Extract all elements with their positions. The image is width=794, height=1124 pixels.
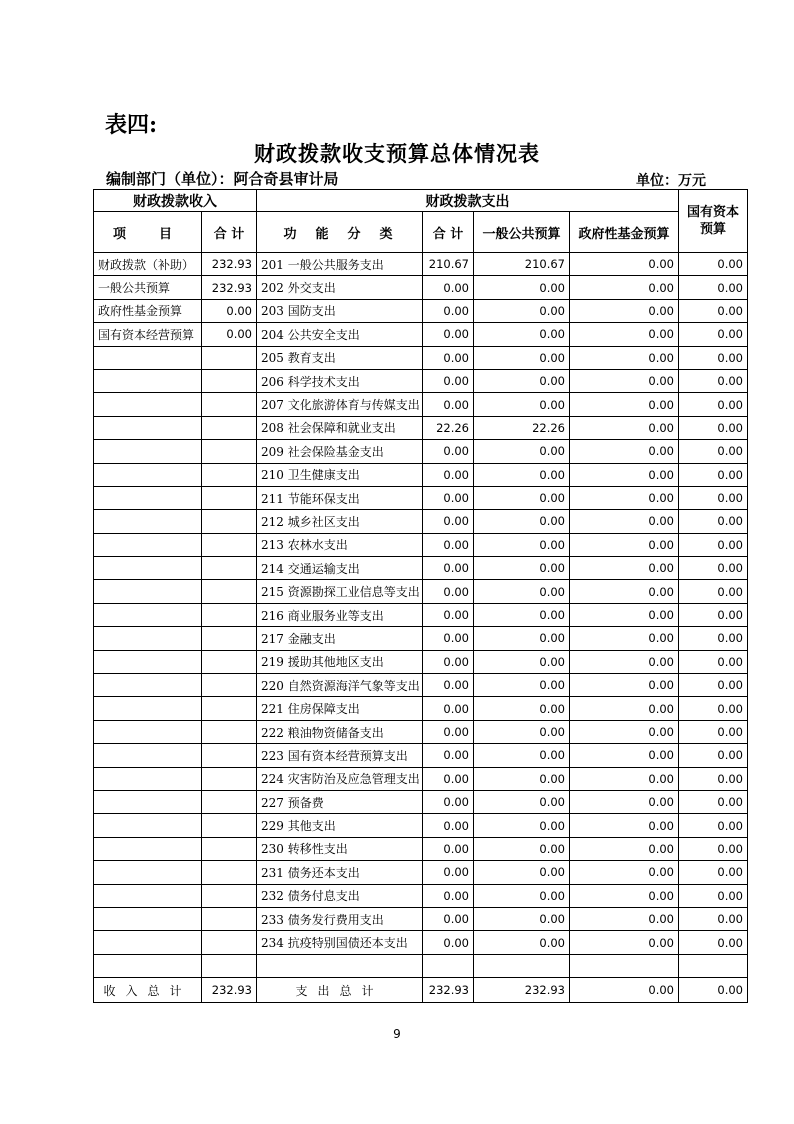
expense-item-fund: 0.00 [570, 767, 679, 790]
expense-item-label: 230 转移性支出 [257, 837, 423, 860]
expense-item-fund: 0.00 [570, 580, 679, 603]
table-row [94, 603, 748, 626]
expense-item-label: 201 一般公共服务支出 [257, 253, 423, 276]
income-item-value [202, 650, 257, 673]
expense-item-general: 0.00 [474, 720, 570, 743]
table-row [94, 416, 748, 439]
table-row [94, 790, 748, 813]
expense-item-capital: 0.00 [679, 814, 748, 837]
expense-item-label: 206 科学技术支出 [257, 369, 423, 392]
col-state-capital: 国有资本预算 [679, 190, 748, 253]
expense-item-total: 0.00 [423, 369, 474, 392]
expense-item-general: 0.00 [474, 907, 570, 930]
col-item: 项 目 [94, 212, 202, 253]
expense-item-total: 0.00 [423, 697, 474, 720]
table-row [94, 463, 748, 486]
expense-item-general: 0.00 [474, 369, 570, 392]
expense-item-capital: 0.00 [679, 486, 748, 509]
income-item-label [94, 907, 202, 930]
expense-item-fund: 0.00 [570, 697, 679, 720]
income-item-label [94, 697, 202, 720]
income-total-label: 收入总计 [94, 978, 202, 1003]
table-row [94, 557, 748, 580]
page-title: 财政拨款收支预算总体情况表 [254, 141, 540, 166]
income-item-value: 0.00 [202, 299, 257, 322]
income-item-value [202, 744, 257, 767]
expense-item-total: 0.00 [423, 557, 474, 580]
expense-item-total: 0.00 [423, 323, 474, 346]
income-item-label [94, 884, 202, 907]
expense-item-general: 0.00 [474, 346, 570, 369]
expense-item-capital: 0.00 [679, 253, 748, 276]
expense-item-capital: 0.00 [679, 276, 748, 299]
header-row-group [94, 190, 748, 212]
table-row [94, 954, 748, 977]
col-gov-fund: 政府性基金预算 [570, 212, 679, 253]
income-item-value [202, 533, 257, 556]
expense-item-label: 208 社会保障和就业支出 [257, 416, 423, 439]
expense-item-general: 0.00 [474, 440, 570, 463]
col-exp-total: 合 计 [423, 212, 474, 253]
expense-item-label: 205 教育支出 [257, 346, 423, 369]
income-item-value [202, 416, 257, 439]
income-item-value: 232.93 [202, 253, 257, 276]
income-item-label [94, 790, 202, 813]
expense-item-fund: 0.00 [570, 674, 679, 697]
col-general-budget: 一般公共预算 [474, 212, 570, 253]
expense-item-general [474, 954, 570, 977]
expense-item-capital: 0.00 [679, 393, 748, 416]
expense-item-fund: 0.00 [570, 463, 679, 486]
table-row [94, 276, 748, 299]
income-item-label [94, 744, 202, 767]
org-line: 编制部门（单位）：阿合奇县审计局 [106, 170, 339, 188]
expense-item-general: 0.00 [474, 767, 570, 790]
expense-item-general: 0.00 [474, 323, 570, 346]
expense-item-total: 0.00 [423, 299, 474, 322]
expense-item-fund: 0.00 [570, 884, 679, 907]
expense-item-total: 0.00 [423, 650, 474, 673]
income-item-value: 0.00 [202, 323, 257, 346]
expense-item-capital: 0.00 [679, 369, 748, 392]
expense-item-label: 210 卫生健康支出 [257, 463, 423, 486]
income-item-value [202, 346, 257, 369]
expense-item-fund: 0.00 [570, 861, 679, 884]
income-item-value [202, 580, 257, 603]
expense-item-label: 220 自然资源海洋气象等支出 [257, 674, 423, 697]
expense-item-general: 0.00 [474, 697, 570, 720]
income-item-label [94, 393, 202, 416]
expense-item-fund: 0.00 [570, 533, 679, 556]
expense-item-total: 0.00 [423, 627, 474, 650]
expense-item-general: 0.00 [474, 884, 570, 907]
expense-item-capital: 0.00 [679, 931, 748, 954]
table-row [94, 510, 748, 533]
expense-item-fund: 0.00 [570, 837, 679, 860]
table-row [94, 907, 748, 930]
expense-item-capital: 0.00 [679, 580, 748, 603]
expense-total-capital: 0.00 [679, 978, 748, 1003]
income-item-value [202, 369, 257, 392]
income-item-label [94, 650, 202, 673]
expense-total-general: 232.93 [474, 978, 570, 1003]
income-item-label [94, 463, 202, 486]
income-item-value [202, 440, 257, 463]
expense-item-total [423, 954, 474, 977]
table-row [94, 931, 748, 954]
income-item-label [94, 557, 202, 580]
table-row [94, 323, 748, 346]
income-item-value [202, 463, 257, 486]
expense-item-fund: 0.00 [570, 416, 679, 439]
income-header: 财政拨款收入 [94, 190, 257, 212]
expense-item-label: 204 公共安全支出 [257, 323, 423, 346]
expense-item-capital: 0.00 [679, 790, 748, 813]
expense-item-capital: 0.00 [679, 346, 748, 369]
income-item-label: 政府性基金预算 [94, 299, 202, 322]
header-row-columns [94, 212, 748, 253]
expense-item-total: 0.00 [423, 533, 474, 556]
expense-item-general: 0.00 [474, 463, 570, 486]
expense-item-label: 215 资源勘探工业信息等支出 [257, 580, 423, 603]
expense-item-fund: 0.00 [570, 393, 679, 416]
income-item-label [94, 603, 202, 626]
expense-item-general: 0.00 [474, 790, 570, 813]
expense-item-total: 0.00 [423, 907, 474, 930]
table-row [94, 393, 748, 416]
expense-item-fund: 0.00 [570, 627, 679, 650]
expense-item-general: 0.00 [474, 650, 570, 673]
expense-item-general: 0.00 [474, 861, 570, 884]
expense-item-general: 0.00 [474, 557, 570, 580]
expense-item-total: 0.00 [423, 790, 474, 813]
expense-item-fund: 0.00 [570, 369, 679, 392]
expense-item-label: 224 灾害防治及应急管理支出 [257, 767, 423, 790]
expense-item-capital: 0.00 [679, 510, 748, 533]
expense-item-total: 0.00 [423, 603, 474, 626]
expense-item-fund: 0.00 [570, 650, 679, 673]
expense-item-capital: 0.00 [679, 674, 748, 697]
table-row [94, 744, 748, 767]
expense-item-general: 0.00 [474, 931, 570, 954]
income-item-label [94, 533, 202, 556]
expense-item-label: 214 交通运输支出 [257, 557, 423, 580]
expense-item-general: 0.00 [474, 393, 570, 416]
table-row [94, 253, 748, 276]
expense-item-label: 216 商业服务业等支出 [257, 603, 423, 626]
expense-item-total: 0.00 [423, 931, 474, 954]
expense-item-capital: 0.00 [679, 907, 748, 930]
income-item-value [202, 767, 257, 790]
expense-item-capital: 0.00 [679, 650, 748, 673]
income-item-value [202, 884, 257, 907]
expense-item-label: 231 债务还本支出 [257, 861, 423, 884]
totals-row [94, 978, 748, 1003]
expense-item-fund: 0.00 [570, 907, 679, 930]
expense-item-fund: 0.00 [570, 440, 679, 463]
table-row [94, 837, 748, 860]
expense-item-label: 217 金融支出 [257, 627, 423, 650]
expense-item-label: 221 住房保障支出 [257, 697, 423, 720]
expense-item-label: 209 社会保险基金支出 [257, 440, 423, 463]
expense-item-total: 0.00 [423, 814, 474, 837]
table-row [94, 346, 748, 369]
expense-item-general: 0.00 [474, 814, 570, 837]
expense-item-general: 0.00 [474, 744, 570, 767]
income-item-label: 一般公共预算 [94, 276, 202, 299]
income-item-label [94, 814, 202, 837]
income-item-label [94, 674, 202, 697]
expense-item-capital: 0.00 [679, 884, 748, 907]
income-item-label: 财政拨款（补助） [94, 253, 202, 276]
income-item-label [94, 346, 202, 369]
income-item-label [94, 486, 202, 509]
expense-item-capital: 0.00 [679, 720, 748, 743]
expense-item-total: 0.00 [423, 884, 474, 907]
expense-item-label: 227 预备费 [257, 790, 423, 813]
expense-item-label: 203 国防支出 [257, 299, 423, 322]
table-row [94, 650, 748, 673]
expense-item-label: 202 外交支出 [257, 276, 423, 299]
table-row [94, 440, 748, 463]
table-row [94, 627, 748, 650]
expense-item-capital: 0.00 [679, 837, 748, 860]
income-item-label [94, 954, 202, 977]
expense-item-total: 0.00 [423, 346, 474, 369]
income-item-label [94, 720, 202, 743]
expense-item-fund: 0.00 [570, 346, 679, 369]
expense-item-capital: 0.00 [679, 557, 748, 580]
table-row [94, 580, 748, 603]
expense-item-total: 210.67 [423, 253, 474, 276]
expense-item-label: 232 债务付息支出 [257, 884, 423, 907]
expense-item-capital: 0.00 [679, 323, 748, 346]
expense-item-total: 0.00 [423, 510, 474, 533]
expense-item-label: 233 债务发行费用支出 [257, 907, 423, 930]
income-item-label [94, 767, 202, 790]
income-item-value [202, 557, 257, 580]
expense-item-total: 0.00 [423, 440, 474, 463]
expense-item-label: 234 抗疫特别国债还本支出 [257, 931, 423, 954]
income-item-value [202, 931, 257, 954]
expense-total-fund: 0.00 [570, 978, 679, 1003]
expense-item-fund: 0.00 [570, 814, 679, 837]
expense-item-general: 0.00 [474, 276, 570, 299]
expense-item-capital: 0.00 [679, 697, 748, 720]
col-income-total: 合 计 [202, 212, 257, 253]
unit-label: 单位：万元 [636, 173, 706, 189]
income-item-value [202, 954, 257, 977]
income-item-value [202, 603, 257, 626]
expense-item-label: 223 国有资本经营预算支出 [257, 744, 423, 767]
income-item-value [202, 393, 257, 416]
expense-item-fund: 0.00 [570, 790, 679, 813]
income-item-label [94, 510, 202, 533]
expense-item-total: 22.26 [423, 416, 474, 439]
expense-item-general: 0.00 [474, 627, 570, 650]
expense-item-fund: 0.00 [570, 299, 679, 322]
expense-item-total: 0.00 [423, 744, 474, 767]
expense-item-capital: 0.00 [679, 861, 748, 884]
table-row [94, 533, 748, 556]
income-item-label [94, 580, 202, 603]
income-total-value: 232.93 [202, 978, 257, 1003]
expense-item-general: 0.00 [474, 299, 570, 322]
section-heading: 表四: [105, 112, 158, 138]
expense-item-general: 0.00 [474, 837, 570, 860]
expense-item-fund: 0.00 [570, 744, 679, 767]
expense-item-capital: 0.00 [679, 767, 748, 790]
expense-item-general: 0.00 [474, 533, 570, 556]
table-row [94, 884, 748, 907]
expense-item-fund: 0.00 [570, 510, 679, 533]
income-item-label: 国有资本经营预算 [94, 323, 202, 346]
expense-item-general: 0.00 [474, 580, 570, 603]
expense-item-general: 0.00 [474, 603, 570, 626]
expense-item-capital: 0.00 [679, 744, 748, 767]
expense-item-general: 0.00 [474, 674, 570, 697]
expense-item-total: 0.00 [423, 463, 474, 486]
expense-item-general: 210.67 [474, 253, 570, 276]
expense-item-total: 0.00 [423, 837, 474, 860]
expense-item-label: 222 粮油物资储备支出 [257, 720, 423, 743]
expense-item-fund: 0.00 [570, 557, 679, 580]
expense-item-total: 0.00 [423, 276, 474, 299]
expense-item-capital: 0.00 [679, 299, 748, 322]
table-row [94, 720, 748, 743]
income-item-label [94, 861, 202, 884]
expense-item-total: 0.00 [423, 720, 474, 743]
expense-item-label: 213 农林水支出 [257, 533, 423, 556]
income-item-label [94, 416, 202, 439]
income-item-value [202, 907, 257, 930]
expense-item-total: 0.00 [423, 861, 474, 884]
expense-item-label [257, 954, 423, 977]
expense-total-value: 232.93 [423, 978, 474, 1003]
expense-item-fund: 0.00 [570, 720, 679, 743]
income-item-value [202, 814, 257, 837]
expense-item-label: 229 其他支出 [257, 814, 423, 837]
expense-item-fund: 0.00 [570, 603, 679, 626]
income-item-value [202, 627, 257, 650]
table-row [94, 369, 748, 392]
income-item-value [202, 674, 257, 697]
table-row [94, 299, 748, 322]
expense-item-total: 0.00 [423, 580, 474, 603]
expense-item-general: 0.00 [474, 486, 570, 509]
income-item-value [202, 790, 257, 813]
expense-total-label: 支出总计 [257, 978, 423, 1003]
expense-item-label: 212 城乡社区支出 [257, 510, 423, 533]
expense-item-fund: 0.00 [570, 253, 679, 276]
expense-item-capital: 0.00 [679, 440, 748, 463]
col-func-class: 功 能 分 类 [257, 212, 423, 253]
expense-item-fund: 0.00 [570, 276, 679, 299]
income-item-value [202, 486, 257, 509]
expense-item-general: 0.00 [474, 510, 570, 533]
income-item-value [202, 510, 257, 533]
income-item-label [94, 627, 202, 650]
income-item-value [202, 720, 257, 743]
table-row [94, 486, 748, 509]
budget-table [93, 189, 748, 1003]
expense-item-total: 0.00 [423, 767, 474, 790]
page-number: 9 [393, 1027, 401, 1041]
table-row [94, 814, 748, 837]
expense-item-total: 0.00 [423, 674, 474, 697]
table-row [94, 697, 748, 720]
table-row [94, 861, 748, 884]
income-item-value [202, 837, 257, 860]
expense-item-capital [679, 954, 748, 977]
expense-header: 财政拨款支出 [257, 190, 679, 212]
expense-item-fund [570, 954, 679, 977]
expense-item-label: 211 节能环保支出 [257, 486, 423, 509]
expense-item-general: 22.26 [474, 416, 570, 439]
income-item-value [202, 861, 257, 884]
income-item-label [94, 440, 202, 463]
expense-item-label: 207 文化旅游体育与传媒支出 [257, 393, 423, 416]
income-item-label [94, 369, 202, 392]
expense-item-total: 0.00 [423, 486, 474, 509]
table-row [94, 767, 748, 790]
expense-item-capital: 0.00 [679, 416, 748, 439]
income-item-value: 232.93 [202, 276, 257, 299]
expense-item-capital: 0.00 [679, 603, 748, 626]
expense-item-label: 219 援助其他地区支出 [257, 650, 423, 673]
expense-item-capital: 0.00 [679, 627, 748, 650]
income-item-label [94, 931, 202, 954]
expense-item-capital: 0.00 [679, 533, 748, 556]
expense-item-capital: 0.00 [679, 463, 748, 486]
expense-item-total: 0.00 [423, 393, 474, 416]
expense-item-fund: 0.00 [570, 486, 679, 509]
income-item-label [94, 837, 202, 860]
expense-item-fund: 0.00 [570, 323, 679, 346]
income-item-value [202, 697, 257, 720]
table-row [94, 674, 748, 697]
expense-item-fund: 0.00 [570, 931, 679, 954]
